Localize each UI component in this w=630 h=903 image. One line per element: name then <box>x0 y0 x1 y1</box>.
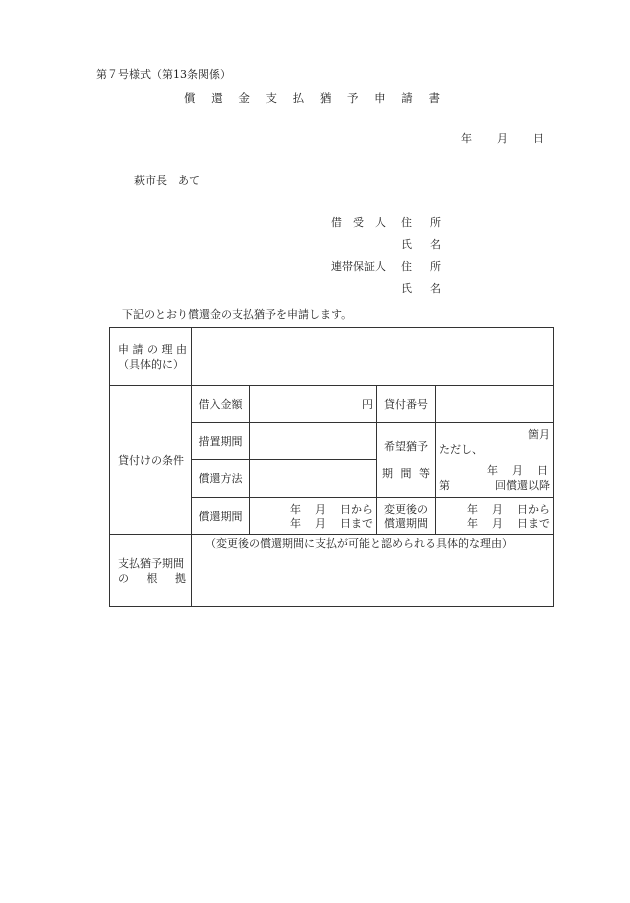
grace-period-label: 措置期間 <box>192 423 250 460</box>
date-month-label: 月 <box>497 132 508 145</box>
loan-conditions-label: 貸付けの条件 <box>110 386 192 535</box>
name-char: 名 <box>430 238 441 251</box>
months-unit: 箇月 <box>528 428 550 441</box>
addressee: 萩市長 あて <box>134 174 200 187</box>
borrower-char: 人 <box>375 216 386 229</box>
deferral-date: 年 月 日 <box>487 464 548 477</box>
loan-amount-label: 借入金額 <box>192 386 250 423</box>
however-text: ただし、 <box>439 443 483 456</box>
deferral-basis-field[interactable] <box>192 535 554 607</box>
changed-period-label: 変更後の 償還期間 <box>377 498 436 535</box>
borrower-name-row <box>331 236 441 252</box>
repayment-method-field[interactable] <box>250 460 377 498</box>
name-char: 名 <box>430 282 441 295</box>
desired-deferral-field[interactable] <box>436 423 554 498</box>
repayment-period-field[interactable]: 年 月 日から 年 月 日まで <box>250 498 377 535</box>
reason-label: 申 請 の 理 由 （具体的に） <box>110 328 192 386</box>
reason-field[interactable] <box>192 328 554 386</box>
deferral-installment: 第 回償還以降 <box>439 479 550 492</box>
desired-deferral-label: 希望猶予 期 間 等 <box>377 423 436 498</box>
loan-number-field[interactable] <box>436 386 554 423</box>
address-char: 住 <box>401 260 412 273</box>
date-day-label: 日 <box>533 132 544 145</box>
borrower-char: 借 <box>331 216 342 229</box>
deferral-basis-label: 支払猶予期間 の 根 拠 <box>110 535 192 607</box>
loan-number-label: 貸付番号 <box>377 386 436 423</box>
guarantor-name-row <box>331 280 441 296</box>
repayment-period-label: 償還期間 <box>192 498 250 535</box>
borrower-address-row <box>331 214 441 230</box>
form-number: 第７号様式（第13条関係） <box>96 68 231 81</box>
name-char: 氏 <box>401 282 412 295</box>
guarantor-label: 連帯保証人 <box>331 260 386 273</box>
yen-unit: 円 <box>362 397 373 411</box>
borrower-char: 受 <box>353 216 364 229</box>
document-title: 償 還 金 支 払 猶 予 申 請 書 <box>184 91 446 105</box>
loan-amount-field[interactable] <box>250 386 377 423</box>
address-char: 所 <box>430 216 441 229</box>
application-form-table <box>109 327 554 607</box>
repayment-method-label: 償還方法 <box>192 460 250 498</box>
grace-period-field[interactable] <box>250 423 377 460</box>
intro-text: 下記のとおり償還金の支払猶予を申請します。 <box>122 308 353 321</box>
basis-note: （変更後の償還期間に支払が可能と認められる具体的な理由） <box>205 537 513 550</box>
changed-period-field[interactable]: 年 月 日から 年 月 日まで <box>436 498 554 535</box>
address-char: 住 <box>401 216 412 229</box>
guarantor-address-row <box>331 258 441 274</box>
name-char: 氏 <box>401 238 412 251</box>
address-char: 所 <box>430 260 441 273</box>
date-year-label: 年 <box>461 132 472 145</box>
